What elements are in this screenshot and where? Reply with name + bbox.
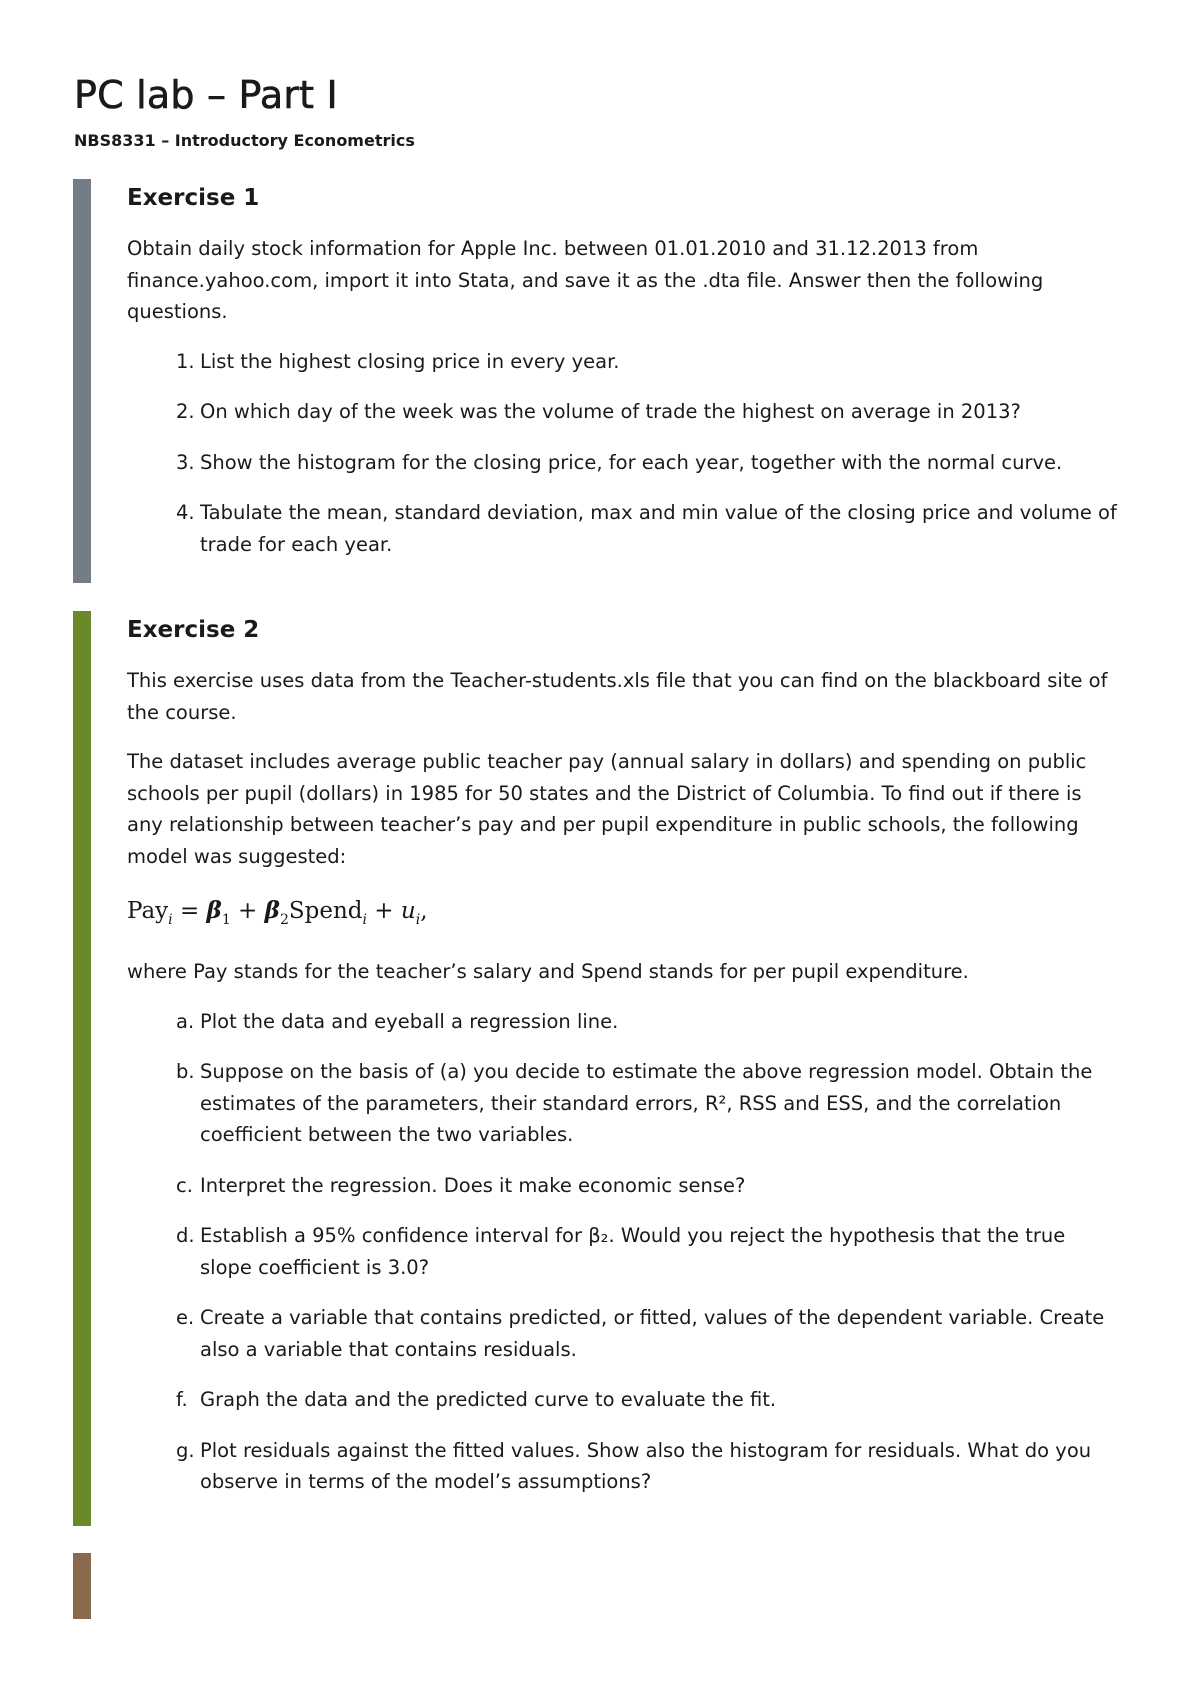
- formula-end: ,: [420, 898, 428, 924]
- exercise-2-paragraph-2: The dataset includes average public teacher pay (annual salary in dollars) and spending on public schools per pupil (dollars) in 1985 for 50 states and the District of Columbia. To find out if there is any relationship between teacher’s pay and per pupil expenditure in public schools, the following model was suggested:: [127, 750, 1087, 868]
- question-item: [127, 1006, 1117, 1038]
- question-marker: g.: [176, 1438, 195, 1462]
- document-title: PC lab – Part I: [74, 73, 338, 117]
- question-item: [127, 1056, 1117, 1151]
- exercise-2-section: [127, 611, 1117, 1517]
- formula-beta-2: β: [264, 897, 280, 924]
- question-item: [127, 1435, 1117, 1498]
- exercise-1-section: [127, 179, 1117, 579]
- question-item: [127, 1302, 1117, 1365]
- exercise-1-accent-bar: [73, 179, 91, 583]
- exercise-1-intro: Obtain daily stock information for Apple Inc. between 01.01.2010 and 31.12.2013 from finance.yahoo.com, import it into Stata, and save it as the .dta file. Answer then the following questions.: [127, 237, 1044, 323]
- exercise-2-heading: Exercise 2: [127, 617, 260, 643]
- question-marker: 4.: [176, 501, 195, 524]
- question-item: [127, 1384, 1117, 1416]
- exercise-2-paragraph-3: where Pay stands for the teacher’s salary and Spend stands for per pupil expenditure.: [127, 960, 969, 983]
- question-text: On which day of the week was the volume of trade the highest on average in 2013?: [200, 400, 1021, 423]
- formula-error-subscript: i: [415, 912, 421, 928]
- question-text: Suppose on the basis of (a) you decide to estimate the above regression model. Obtain the estimates of the parameters, their standard errors, R², RSS and ESS, and the correlation coefficient between the two variables.: [200, 1060, 1093, 1146]
- question-marker: a.: [176, 1009, 195, 1033]
- question-text: List the highest closing price in every year.: [200, 349, 620, 373]
- question-item: [127, 1220, 1117, 1283]
- exercise-2-accent-bar: [73, 611, 91, 1526]
- formula-equals: =: [172, 898, 207, 924]
- regression-model-formula: [127, 890, 1117, 932]
- course-subtitle: NBS8331 – Introductory Econometrics: [74, 131, 415, 150]
- question-marker: b.: [176, 1060, 195, 1083]
- exercise-2-question-list: [127, 1006, 1117, 1498]
- formula-beta-1: β: [206, 897, 222, 924]
- formula-error-term: u: [400, 898, 416, 924]
- exercise-1-question-list: [127, 346, 1117, 561]
- formula-beta-1-subscript: 1: [221, 912, 231, 928]
- question-item: [127, 497, 1117, 560]
- exercise-3-accent-bar: [73, 1553, 91, 1619]
- formula-plus-1: +: [230, 898, 265, 924]
- formula-plus-2: +: [366, 898, 401, 924]
- question-text: Tabulate the mean, standard deviation, max and min value of the closing price and volume of trade for each year.: [200, 501, 1117, 556]
- formula-lhs: Pay: [127, 898, 169, 924]
- question-text: Establish a 95% confidence interval for β₂. Would you reject the hypothesis that the true slope coefficient is 3.0?: [200, 1224, 1066, 1279]
- question-item: [127, 396, 1117, 428]
- question-text: Create a variable that contains predicted, or fitted, values of the dependent variable. Create also a variable that contains residuals.: [200, 1306, 1105, 1361]
- question-text: Show the histogram for the closing price, for each year, together with the normal curve.: [200, 450, 1063, 474]
- question-text: Plot residuals against the fitted values. Show also the histogram for residuals. What do you observe in terms of the model’s assumptions?: [200, 1438, 1092, 1493]
- question-item: [127, 346, 1117, 378]
- question-item: [127, 447, 1117, 479]
- question-text: Plot the data and eyeball a regression line.: [200, 1009, 619, 1033]
- question-marker: e.: [176, 1306, 195, 1329]
- question-marker: f.: [176, 1388, 188, 1411]
- question-item: [127, 1170, 1117, 1202]
- exercise-2-paragraph-1: This exercise uses data from the Teacher-students.xls file that you can find on the blackboard site of the course.: [127, 669, 1108, 724]
- question-text: Graph the data and the predicted curve to evaluate the fit.: [200, 1388, 777, 1411]
- question-marker: 2.: [176, 400, 195, 423]
- formula-beta-2-subscript: 2: [279, 912, 289, 928]
- formula-lhs-subscript: i: [168, 912, 173, 928]
- formula-variable-subscript: i: [362, 912, 367, 928]
- question-marker: d.: [176, 1224, 195, 1247]
- formula-variable: Spend: [288, 898, 363, 924]
- question-text: Interpret the regression. Does it make economic sense?: [200, 1173, 746, 1197]
- question-marker: 1.: [176, 349, 195, 373]
- question-marker: c.: [176, 1173, 193, 1197]
- exercise-1-heading: Exercise 1: [127, 185, 260, 211]
- question-marker: 3.: [176, 450, 195, 474]
